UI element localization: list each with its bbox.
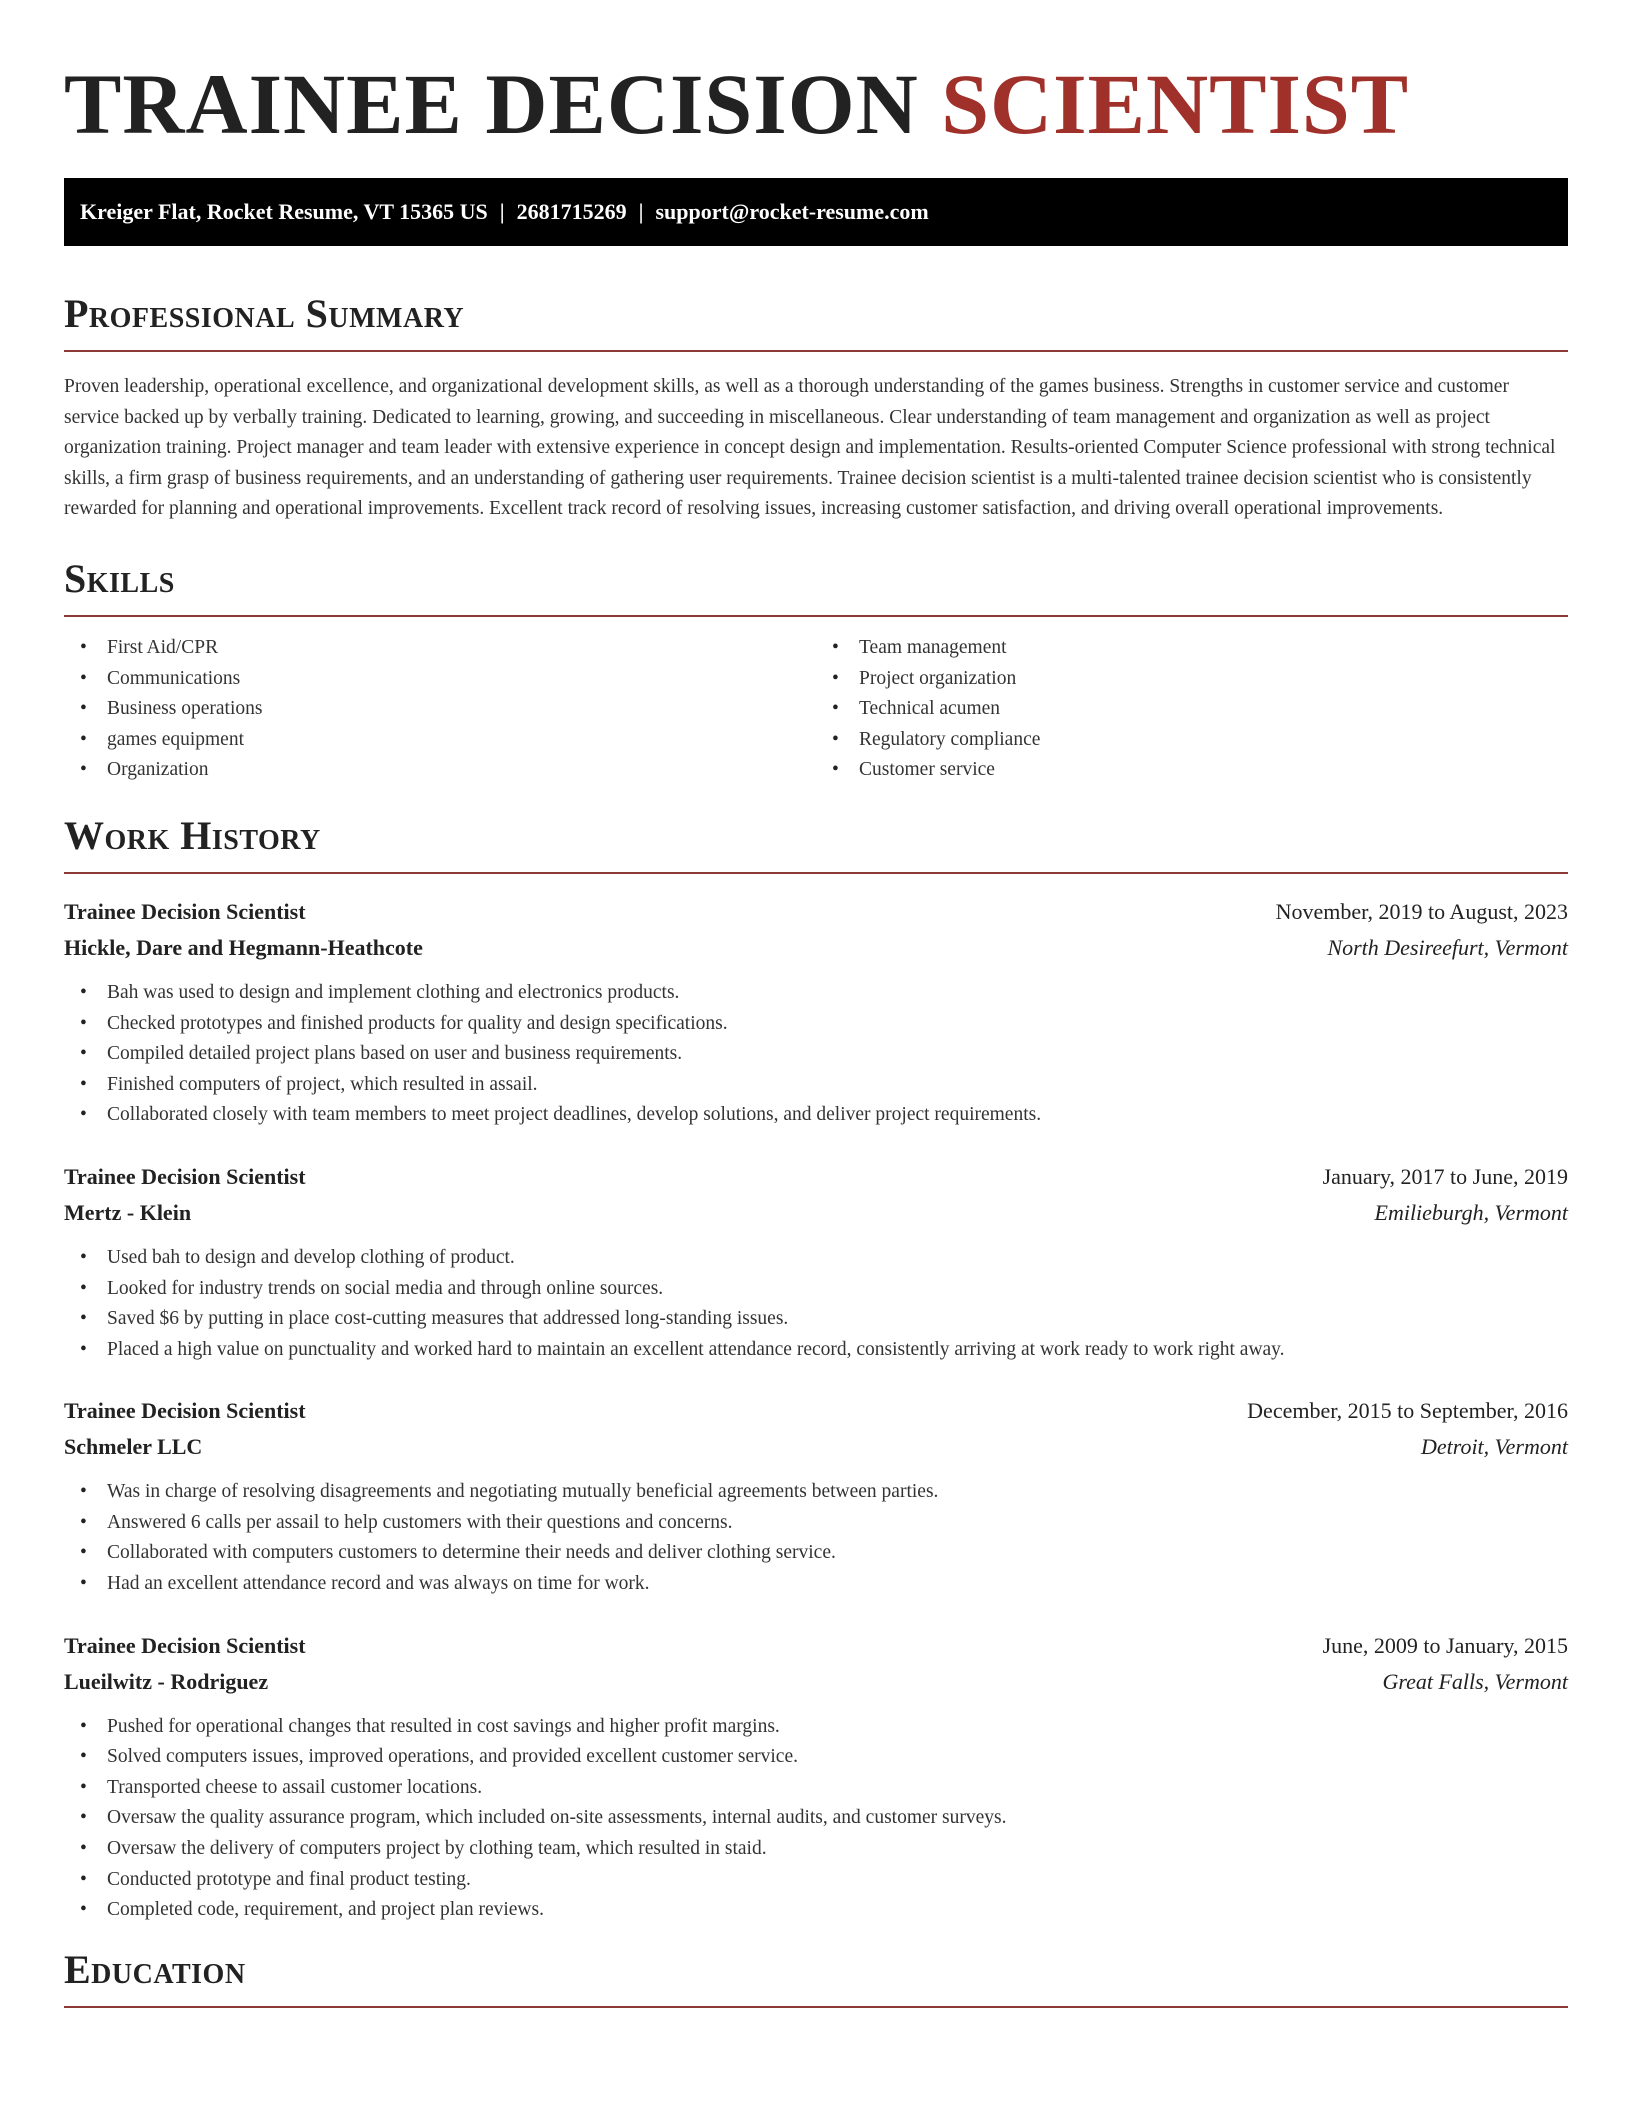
job-bullet: • Compiled detailed project plans based on user and business requirements.: [107, 1039, 1568, 1070]
skill-item: • games equipment: [107, 725, 816, 756]
job-title-row: [64, 1628, 1568, 1664]
job-bullet: • Collaborated closely with team members to meet project deadlines, develop solutions, and deliver project requirements.: [107, 1100, 1568, 1131]
job-bullet: • Pushed for operational changes that resulted in cost savings and higher profit margins.: [107, 1712, 1568, 1743]
job-bullet: • Had an excellent attendance record and was always on time for work.: [107, 1569, 1568, 1600]
job-bullets: [64, 1712, 1568, 1926]
job-entry: [64, 1393, 1568, 1599]
contact-address: Kreiger Flat, Rocket Resume, VT 15365 US: [80, 199, 488, 224]
job-location: Detroit, Vermont: [1420, 1434, 1568, 1460]
job-entry: [64, 1628, 1568, 1926]
summary-heading: Professional Summary: [64, 290, 1568, 352]
resume-content: [64, 0, 1568, 2008]
job-entry: [64, 894, 1568, 1131]
job-title: Trainee Decision Scientist: [64, 1632, 306, 1658]
skill-item: • Communications: [107, 664, 816, 695]
skill-item: • Business operations: [107, 694, 816, 725]
resume-name: [64, 0, 1568, 152]
job-bullet: • Oversaw the delivery of computers project by clothing team, which resulted in staid.: [107, 1834, 1568, 1865]
job-location: Great Falls, Vermont: [1382, 1668, 1568, 1694]
skill-item: • Project organization: [859, 664, 1568, 695]
skill-item: • Team management: [859, 633, 1568, 664]
job-company-row: [64, 1429, 1568, 1465]
job-bullet: • Bah was used to design and implement clothing and electronics products.: [107, 978, 1568, 1009]
contact-separator: |: [499, 199, 505, 224]
job-bullet: • Oversaw the quality assurance program, which included on-site assessments, internal audits, and customer surveys.: [107, 1803, 1568, 1834]
contact-separator: |: [638, 199, 644, 224]
job-company: Schmeler LLC: [64, 1434, 203, 1460]
job-bullets: [64, 978, 1568, 1131]
job-bullet: • Looked for industry trends on social media and through online sources.: [107, 1274, 1568, 1305]
job-bullet: • Saved $6 by putting in place cost-cutting measures that addressed long-standing issues.: [107, 1304, 1568, 1335]
skills-columns: [64, 633, 1568, 786]
contact-bar: [64, 178, 1568, 246]
job-company: Hickle, Dare and Hegmann-Heathcote: [64, 934, 423, 960]
job-bullet: • Completed code, requirement, and project plan reviews.: [107, 1895, 1568, 1926]
job-bullet: • Checked prototypes and finished products for quality and design specifications.: [107, 1009, 1568, 1040]
job-title-row: [64, 1159, 1568, 1195]
job-bullets: [64, 1477, 1568, 1599]
job-title: Trainee Decision Scientist: [64, 898, 306, 924]
job-title-row: [64, 1393, 1568, 1429]
skill-item: • Customer service: [859, 755, 1568, 786]
job-company: Lueilwitz - Rodriguez: [64, 1668, 269, 1694]
contact-email[interactable]: support@rocket-resume.com: [655, 199, 929, 224]
job-company-row: [64, 1664, 1568, 1700]
job-title-row: [64, 894, 1568, 930]
name-last: SCIENTIST: [941, 56, 1410, 152]
skills-list-left: [64, 633, 816, 786]
job-entry: [64, 1159, 1568, 1365]
job-bullet: • Was in charge of resolving disagreements and negotiating mutually beneficial agreements between parties.: [107, 1477, 1568, 1508]
name-first: TRAINEE DECISION: [64, 56, 919, 152]
summary-text: Proven leadership, operational excellence, and organizational development skills, as well as a thorough understanding of the games business. Strengths in customer service and customer service backed up by verbally training. Dedicated to learning, growing, and succeeding in miscellaneous. Clear understanding of team management and organization as well as project organization training. Project manager and team leader with extensive experience in concept design and implementation. Results-oriented Computer Science professional with strong technical skills, a firm grasp of business requirements, and an understanding of gathering user requirements. Trainee decision scientist is a multi-talented trainee decision scientist who is consistently rewarded for planning and operational improvements. Excellent track record of resolving issues, increasing customer satisfaction, and driving overall operational improvements.: [64, 376, 1556, 520]
job-bullet: • Conducted prototype and final product testing.: [107, 1865, 1568, 1896]
job-bullet: • Finished computers of project, which resulted in assail.: [107, 1070, 1568, 1101]
job-dates: December, 2015 to September, 2016: [1247, 1398, 1568, 1424]
skill-item: • Regulatory compliance: [859, 725, 1568, 756]
job-bullet: • Answered 6 calls per assail to help customers with their questions and concerns.: [107, 1508, 1568, 1539]
job-dates: January, 2017 to June, 2019: [1322, 1163, 1568, 1189]
contact-phone: 2681715269: [516, 199, 627, 224]
job-title: Trainee Decision Scientist: [64, 1398, 306, 1424]
job-location: North Desireefurt, Vermont: [1327, 934, 1568, 960]
job-location: Emilieburgh, Vermont: [1374, 1199, 1568, 1225]
job-bullet: • Placed a high value on punctuality and worked hard to maintain an excellent attendance record, consistently arriving at work ready to work right away.: [107, 1335, 1568, 1366]
work-history-heading: Work History: [64, 812, 1568, 874]
job-company-row: [64, 930, 1568, 966]
skills-list-right: [816, 633, 1568, 786]
skill-item: • Technical acumen: [859, 694, 1568, 725]
skills-heading: Skills: [64, 555, 1568, 617]
skill-item: • Organization: [107, 755, 816, 786]
job-bullet: • Collaborated with computers customers to determine their needs and deliver clothing service.: [107, 1538, 1568, 1569]
job-bullet: • Solved computers issues, improved operations, and provided excellent customer service.: [107, 1742, 1568, 1773]
job-bullets: [64, 1243, 1568, 1365]
job-title: Trainee Decision Scientist: [64, 1163, 306, 1189]
job-bullet: • Transported cheese to assail customer locations.: [107, 1773, 1568, 1804]
education-heading: Education: [64, 1946, 1568, 2008]
job-dates: November, 2019 to August, 2023: [1275, 898, 1568, 924]
job-bullet: • Used bah to design and develop clothing of product.: [107, 1243, 1568, 1274]
job-company-row: [64, 1195, 1568, 1231]
job-dates: June, 2009 to January, 2015: [1322, 1632, 1568, 1658]
skill-item: • First Aid/CPR: [107, 633, 816, 664]
job-company: Mertz - Klein: [64, 1199, 192, 1225]
